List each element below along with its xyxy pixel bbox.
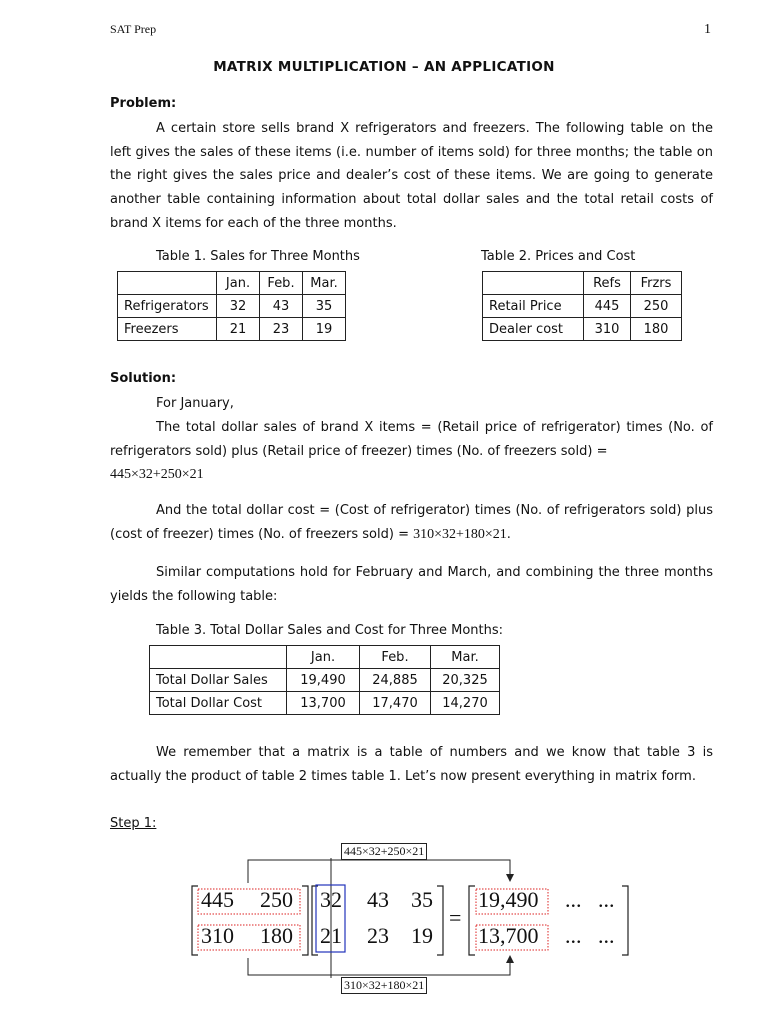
problem-text: A certain store sells brand X refrigerators and freezers. The following table on the left gives the sales of these items (i.e. number of items sold) for three months; the table on the right gives the sales price and dealer’s cost of these items. We are going to generate another table containing information about total dollar sales and the total retail costs of brand X items for each of the three months. (110, 121, 713, 231)
cost-text: And the total dollar cost = (Cost of refrigerator) times (No. of refrigerators sold) plus (cost of freezer) times (No. of freezers sold) = (110, 503, 713, 542)
equals-sign: = (449, 905, 462, 930)
sales-text: The total dollar sales of brand X items = (Retail price of refrigerator) times (No. of refrigerators sold) plus (Retail price of freezer) times (No. of freezers sold) = (110, 420, 713, 459)
table-row-label: Refrigerators (118, 295, 217, 318)
matrix-b-cell: 19 (411, 923, 433, 948)
table-row-label: Retail Price (483, 295, 584, 318)
matrix-b-cell: 23 (367, 923, 389, 948)
matrix-c-cell: ... (598, 923, 615, 948)
top-arrow-icon (506, 874, 514, 882)
problem-label: Problem: (110, 96, 177, 111)
table-cell: 14,270 (431, 692, 500, 715)
page-number: 1 (704, 22, 711, 37)
matrix-a-cell: 445 (201, 887, 234, 912)
table-row-label: Total Dollar Cost (150, 692, 287, 715)
table-cell: 180 (631, 318, 682, 341)
table-header-cell: Frzrs (631, 272, 682, 295)
table2-caption: Table 2. Prices and Cost (481, 249, 636, 264)
document-title: MATRIX MULTIPLICATION – AN APPLICATION (213, 59, 555, 75)
table-header-cell: Feb. (260, 272, 303, 295)
table-header-cell: Jan. (287, 646, 360, 669)
table-cell: 19 (303, 318, 346, 341)
solution-label: Solution: (110, 371, 177, 386)
bottom-connector-line (248, 958, 510, 975)
table-cell: 35 (303, 295, 346, 318)
table-cell: 17,470 (360, 692, 431, 715)
cost-paragraph: And the total dollar cost = (Cost of refrigerator) times (No. of refrigerators sold) plus (cost of freezer) times (No. of freezers sold) = 310×32+180×21. (110, 503, 713, 542)
matrix-c-right-bracket (622, 886, 628, 955)
matrix-a-cell: 180 (260, 923, 293, 948)
table-cell: 21 (217, 318, 260, 341)
table-cell: 250 (631, 295, 682, 318)
table-header-cell: Mar. (303, 272, 346, 295)
table-header-cell: Mar. (431, 646, 500, 669)
matrix-c-left-bracket (469, 886, 475, 955)
running-header: SAT Prep (110, 22, 157, 36)
top-connector-line (248, 860, 510, 883)
table-row-label: Total Dollar Sales (150, 669, 287, 692)
matrix-b-left-bracket (312, 886, 318, 955)
matrix-a-cell: 310 (201, 923, 234, 948)
table-row-label: Dealer cost (483, 318, 584, 341)
table-cell: 32 (217, 295, 260, 318)
cost-formula: 310×32+180×21 (413, 526, 507, 542)
table-cell: 24,885 (360, 669, 431, 692)
step1-label: Step 1: (110, 816, 157, 831)
remember-text: We remember that a matrix is a table of numbers and we know that table 3 is actually the product of table 2 times table 1. Let’s now present everything in matrix form. (110, 745, 713, 784)
matrix-b-cell: 32 (320, 887, 342, 912)
matrix-a-right-bracket (302, 886, 308, 955)
matrix-b-cell: 35 (411, 887, 433, 912)
for-january-text: For January, (156, 396, 234, 411)
similar-text: Similar computations hold for February and March, and combining the three months yields the following table: (110, 565, 713, 604)
matrix-b-cell: 21 (320, 923, 342, 948)
matrix-a-cell: 250 (260, 887, 293, 912)
table-cell: 13,700 (287, 692, 360, 715)
matrix-c-cell: ... (598, 887, 615, 912)
bottom-arrow-icon (506, 955, 514, 963)
table-header-cell: Jan. (217, 272, 260, 295)
matrix-c-cell: 13,700 (478, 923, 539, 948)
table-header-cell: Refs (584, 272, 631, 295)
table1-caption: Table 1. Sales for Three Months (156, 249, 360, 264)
matrix-c-cell: 19,490 (478, 887, 539, 912)
table-cell: 23 (260, 318, 303, 341)
table-cell: 310 (584, 318, 631, 341)
table3-caption: Table 3. Total Dollar Sales and Cost for Three Months: (156, 623, 504, 638)
sales-formula: 445×32+250×21 (110, 467, 204, 483)
table-cell: 19,490 (287, 669, 360, 692)
matrix-a-left-bracket (192, 886, 198, 955)
matrix-c-cell: ... (565, 887, 582, 912)
matrix-c-cell: ... (565, 923, 582, 948)
bottom-annotation: 310×32+180×21 (341, 977, 427, 994)
table-cell: 20,325 (431, 669, 500, 692)
table-row-label: Freezers (118, 318, 217, 341)
table-header-cell: Feb. (360, 646, 431, 669)
matrix-b-right-bracket (437, 886, 443, 955)
table-cell: 43 (260, 295, 303, 318)
table-cell: 445 (584, 295, 631, 318)
matrix-b-cell: 43 (367, 887, 389, 912)
top-annotation: 445×32+250×21 (341, 843, 427, 860)
